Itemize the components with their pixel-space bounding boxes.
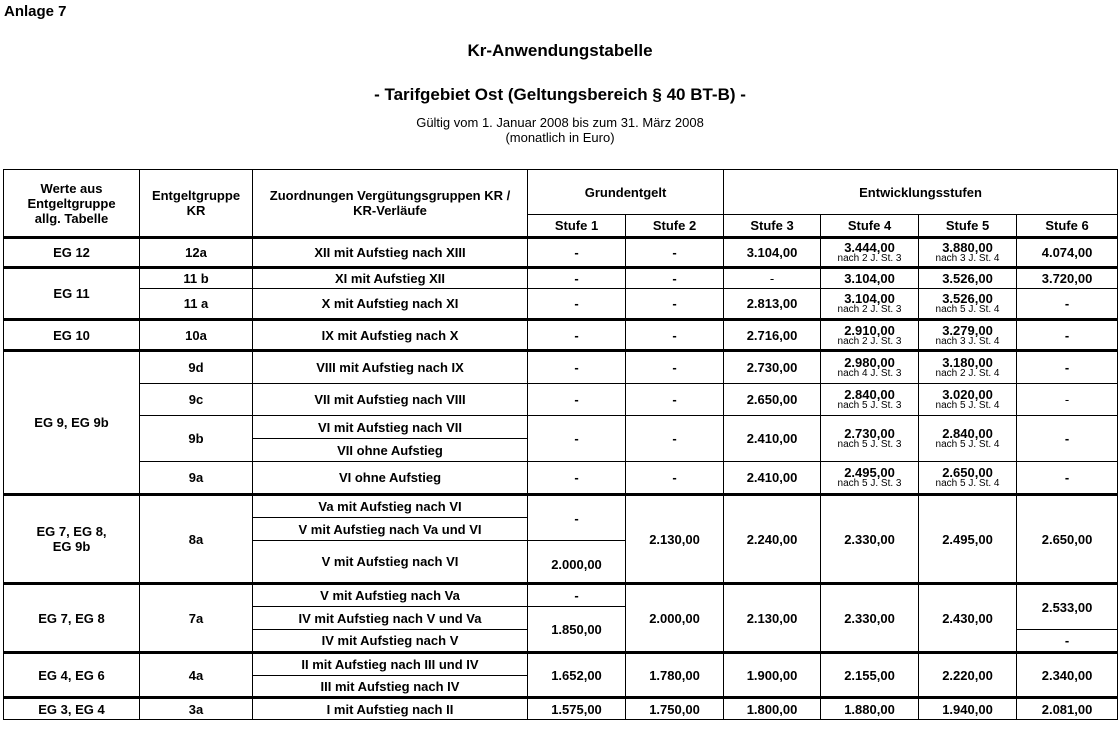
stufe1-cell: -	[528, 320, 626, 351]
zuordnung-cell: Va mit Aufstieg nach VI	[253, 495, 528, 518]
stufe4-cell: 1.880,00	[821, 698, 919, 720]
col-header-stufe3: Stufe 3	[724, 215, 821, 238]
stufe5-cell: 2.650,00 nach 5 J. St. 4	[919, 462, 1017, 495]
kr-cell: 3a	[140, 698, 253, 720]
stufe4-cell: 3.104,00 nach 2 J. St. 3	[821, 289, 919, 320]
stufe1-cell: 2.000,00	[528, 541, 626, 584]
col-header-zuordnungen: Zuordnungen Vergütungsgruppen KR / KR-Verläufe	[253, 170, 528, 238]
stufe6-cell: -	[1017, 384, 1118, 416]
stufe5-cell: 3.880,00 nach 3 J. St. 4	[919, 238, 1017, 268]
zuordnung-cell: XI mit Aufstieg XII	[253, 268, 528, 289]
col-header-entgeltgruppe: Entgeltgruppe KR	[140, 170, 253, 238]
stufe3-cell: 2.730,00	[724, 351, 821, 384]
table-row	[4, 238, 1118, 268]
kr-cell: 9d	[140, 351, 253, 384]
stufe3-cell: 2.240,00	[724, 495, 821, 584]
stufe5-cell: 2.220,00	[919, 653, 1017, 698]
stufe1-cell: -	[528, 584, 626, 607]
stufe2-cell: -	[626, 238, 724, 268]
zuordnung-cell: IV mit Aufstieg nach V und Va	[253, 607, 528, 630]
stufe5-cell: 3.279,00 nach 3 J. St. 4	[919, 320, 1017, 351]
stufe5-cell: 2.430,00	[919, 584, 1017, 653]
stufe5-cell: 1.940,00	[919, 698, 1017, 720]
zuordnung-cell: V mit Aufstieg nach Va	[253, 584, 528, 607]
stufe2-cell: -	[626, 384, 724, 416]
unit-text: (monatlich in Euro)	[505, 130, 615, 145]
table-row	[4, 320, 1118, 351]
stufe1-cell: -	[528, 289, 626, 320]
stufe6-cell: 2.533,00	[1017, 584, 1118, 630]
stufe3-cell: 2.410,00	[724, 416, 821, 462]
table-row	[4, 584, 1118, 607]
page-subtitle: - Tarifgebiet Ost (Geltungsbereich § 40 BT-B) -	[374, 85, 746, 104]
stufe4-cell: 2.155,00	[821, 653, 919, 698]
stufe4-cell: 2.730,00 nach 5 J. St. 3	[821, 416, 919, 462]
stufe2-cell: 1.780,00	[626, 653, 724, 698]
stufe6-cell: 4.074,00	[1017, 238, 1118, 268]
stufe5-cell: 3.526,00 nach 5 J. St. 4	[919, 289, 1017, 320]
stufe3-cell: 3.104,00	[724, 238, 821, 268]
stufe4-cell: 2.910,00 nach 2 J. St. 3	[821, 320, 919, 351]
zuordnung-cell: I mit Aufstieg nach II	[253, 698, 528, 720]
stufe3-cell: 2.650,00	[724, 384, 821, 416]
kr-cell: 10a	[140, 320, 253, 351]
stufe2-cell: -	[626, 268, 724, 289]
eg-cell: EG 3, EG 4	[4, 698, 140, 720]
stufe5-cell: 3.020,00 nach 5 J. St. 4	[919, 384, 1017, 416]
table-row	[4, 268, 1118, 289]
col-header-stufe6: Stufe 6	[1017, 215, 1118, 238]
col-header-werte: Werte aus Entgeltgruppe allg. Tabelle	[4, 170, 140, 238]
tariff-table	[3, 169, 1118, 720]
col-header-stufe5: Stufe 5	[919, 215, 1017, 238]
stufe1-cell: 1.652,00	[528, 653, 626, 698]
kr-cell: 9c	[140, 384, 253, 416]
table-row	[4, 416, 1118, 439]
stufe2-cell: 2.130,00	[626, 495, 724, 584]
stufe3-cell: 2.813,00	[724, 289, 821, 320]
table-row	[4, 289, 1118, 320]
table-row	[4, 653, 1118, 676]
zuordnung-cell: V mit Aufstieg nach Va und VI	[253, 518, 528, 541]
annex-label: Anlage 7	[4, 3, 67, 20]
stufe6-cell: -	[1017, 289, 1118, 320]
stufe5-cell: 3.526,00	[919, 268, 1017, 289]
zuordnung-cell: VII mit Aufstieg nach VIII	[253, 384, 528, 416]
kr-cell: 11 a	[140, 289, 253, 320]
stufe6-cell: -	[1017, 320, 1118, 351]
table-row	[4, 462, 1118, 495]
kr-cell: 12a	[140, 238, 253, 268]
stufe5-cell: 2.840,00 nach 5 J. St. 4	[919, 416, 1017, 462]
stufe6-cell: -	[1017, 416, 1118, 462]
stufe2-cell: -	[626, 320, 724, 351]
eg-cell: EG 10	[4, 320, 140, 351]
eg-cell: EG 7, EG 8, EG 9b	[4, 495, 140, 584]
zuordnung-cell: IX mit Aufstieg nach X	[253, 320, 528, 351]
col-header-stufe2: Stufe 2	[626, 215, 724, 238]
stufe6-cell: -	[1017, 630, 1118, 653]
zuordnung-cell: VI ohne Aufstieg	[253, 462, 528, 495]
stufe6-cell: 2.081,00	[1017, 698, 1118, 720]
stufe6-cell: 2.650,00	[1017, 495, 1118, 584]
zuordnung-cell: IV mit Aufstieg nach V	[253, 630, 528, 653]
stufe1-cell: -	[528, 268, 626, 289]
validity-text: Gültig vom 1. Januar 2008 bis zum 31. März 2008	[416, 115, 704, 130]
kr-cell: 8a	[140, 495, 253, 584]
stufe1-cell: 1.850,00	[528, 607, 626, 653]
stufe2-cell: -	[626, 416, 724, 462]
stufe5-cell: 2.495,00	[919, 495, 1017, 584]
zuordnung-cell: III mit Aufstieg nach IV	[253, 676, 528, 698]
stufe2-cell: 2.000,00	[626, 584, 724, 653]
stufe3-cell: 2.130,00	[724, 584, 821, 653]
stufe4-cell: 2.980,00 nach 4 J. St. 3	[821, 351, 919, 384]
zuordnung-cell: II mit Aufstieg nach III und IV	[253, 653, 528, 676]
stufe6-cell: -	[1017, 351, 1118, 384]
table-row	[4, 351, 1118, 384]
zuordnung-cell: V mit Aufstieg nach VI	[253, 541, 528, 584]
stufe3-cell: 1.800,00	[724, 698, 821, 720]
kr-cell: 9b	[140, 416, 253, 462]
eg-cell: EG 11	[4, 268, 140, 320]
col-header-entwicklungsstufen: Entwicklungsstufen	[724, 170, 1118, 215]
zuordnung-cell: VII ohne Aufstieg	[253, 439, 528, 462]
stufe4-cell: 2.330,00	[821, 584, 919, 653]
stufe3-cell: -	[724, 268, 821, 289]
stufe4-cell: 3.444,00 nach 2 J. St. 3	[821, 238, 919, 268]
stufe1-cell: -	[528, 238, 626, 268]
stufe5-cell: 3.180,00 nach 2 J. St. 4	[919, 351, 1017, 384]
table-row	[4, 495, 1118, 518]
validity-note	[0, 115, 1120, 145]
stufe3-cell: 2.410,00	[724, 462, 821, 495]
table-row	[4, 384, 1118, 416]
stufe2-cell: -	[626, 462, 724, 495]
stufe4-cell: 2.840,00 nach 5 J. St. 3	[821, 384, 919, 416]
stufe6-cell: -	[1017, 462, 1118, 495]
stufe1-cell: -	[528, 462, 626, 495]
zuordnung-cell: VIII mit Aufstieg nach IX	[253, 351, 528, 384]
eg-cell: EG 12	[4, 238, 140, 268]
stufe1-cell: -	[528, 384, 626, 416]
zuordnung-cell: XII mit Aufstieg nach XIII	[253, 238, 528, 268]
eg-cell: EG 4, EG 6	[4, 653, 140, 698]
kr-cell: 7a	[140, 584, 253, 653]
stufe2-cell: 1.750,00	[626, 698, 724, 720]
stufe2-cell: -	[626, 289, 724, 320]
eg-cell: EG 9, EG 9b	[4, 351, 140, 495]
stufe2-cell: -	[626, 351, 724, 384]
stufe4-cell: 3.104,00	[821, 268, 919, 289]
stufe6-cell: 2.340,00	[1017, 653, 1118, 698]
zuordnung-cell: X mit Aufstieg nach XI	[253, 289, 528, 320]
eg-cell: EG 7, EG 8	[4, 584, 140, 653]
stufe1-cell: -	[528, 495, 626, 541]
col-header-grundentgelt: Grundentgelt	[528, 170, 724, 215]
kr-cell: 9a	[140, 462, 253, 495]
stufe1-cell: -	[528, 416, 626, 462]
stufe1-cell: 1.575,00	[528, 698, 626, 720]
stufe4-cell: 2.495,00 nach 5 J. St. 3	[821, 462, 919, 495]
stufe6-cell: 3.720,00	[1017, 268, 1118, 289]
table-row	[4, 698, 1118, 720]
stufe1-cell: -	[528, 351, 626, 384]
stufe3-cell: 2.716,00	[724, 320, 821, 351]
zuordnung-cell: VI mit Aufstieg nach VII	[253, 416, 528, 439]
stufe3-cell: 1.900,00	[724, 653, 821, 698]
col-header-stufe1: Stufe 1	[528, 215, 626, 238]
page-title: Kr-Anwendungstabelle	[467, 41, 653, 60]
kr-cell: 11 b	[140, 268, 253, 289]
stufe4-cell: 2.330,00	[821, 495, 919, 584]
kr-cell: 4a	[140, 653, 253, 698]
col-header-stufe4: Stufe 4	[821, 215, 919, 238]
